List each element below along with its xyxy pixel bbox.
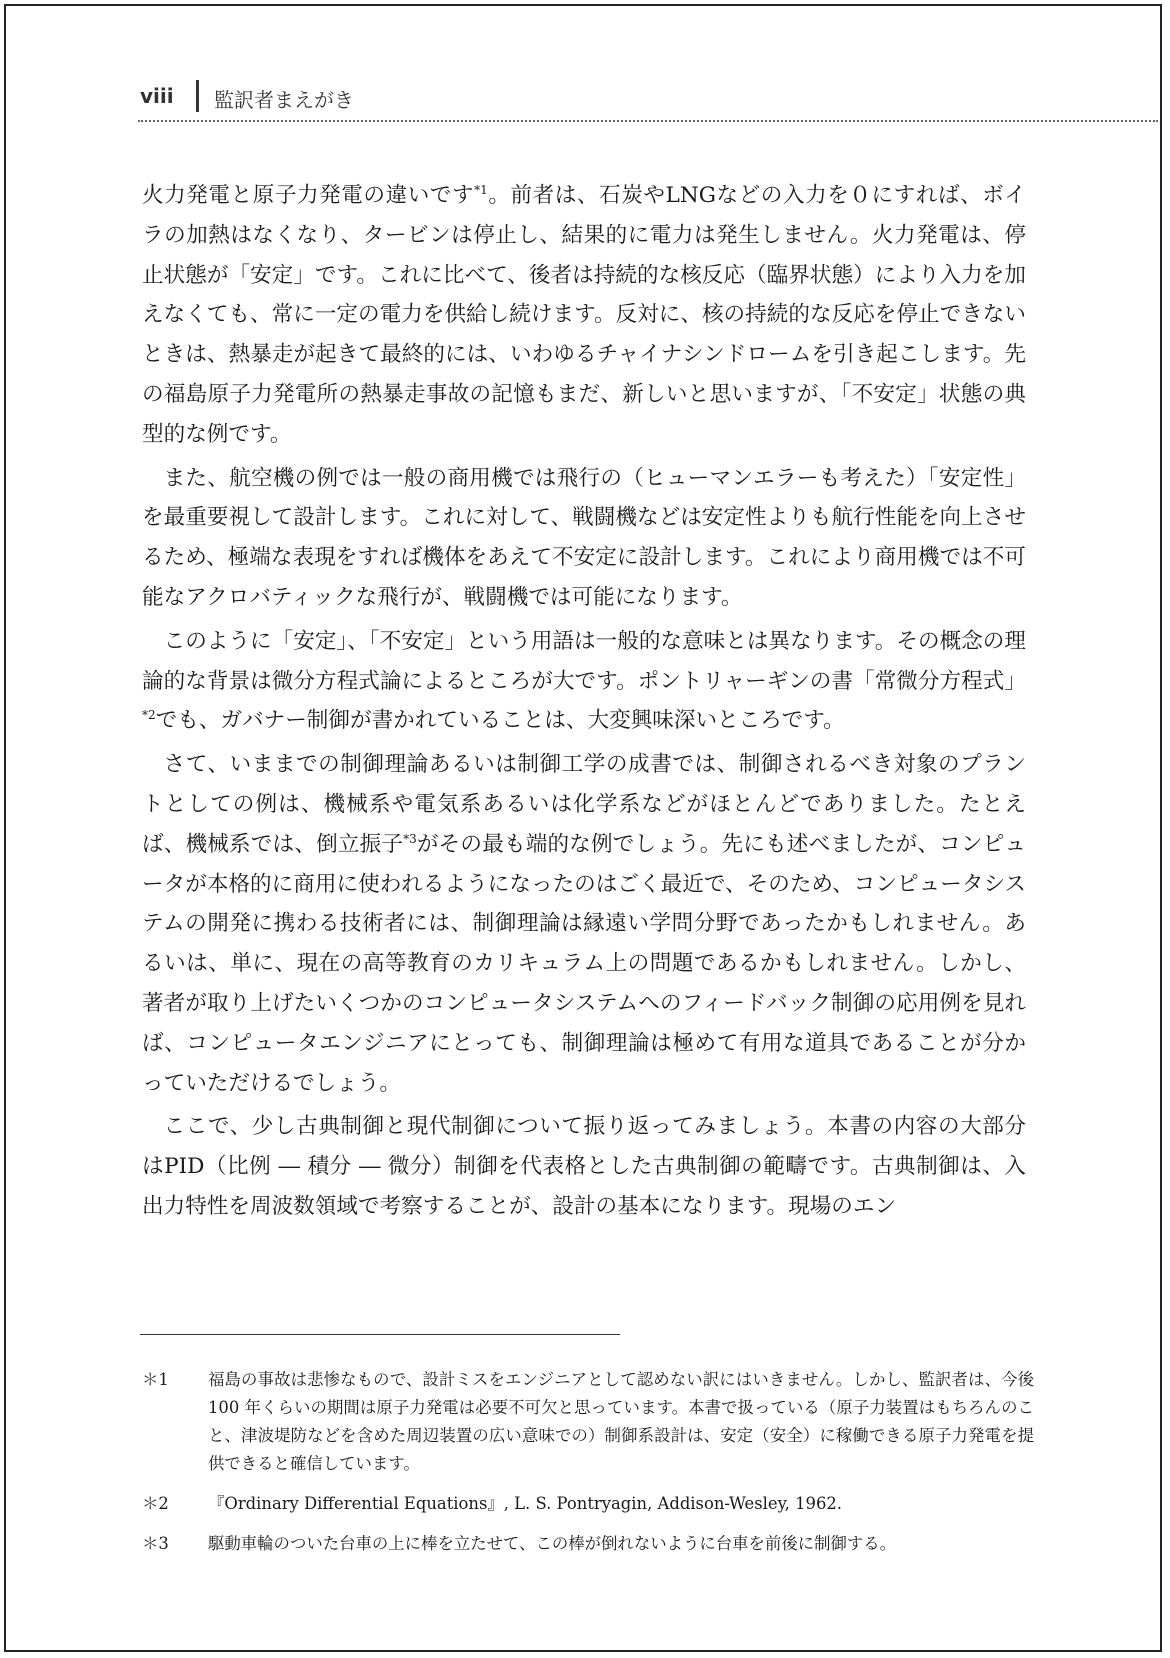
paragraph-4-text-a: さて、いままでの制御理論あるいは制御工学の成書では、制御されるべき対象のプラントとしての例は、機械系や電気系あるいは化学系などがほとんどでありました。たとえば、機械系では、倒立振子 bbox=[142, 752, 1026, 857]
paragraph-3-text-a: このように「安定」、「不安定」という用語は一般的な意味とは異なります。その概念の理論的な背景は微分方程式論によるところが大です。ポントリャーギンの書「常微分方程式」 bbox=[142, 628, 1026, 694]
footnote-ref-2: *2 bbox=[142, 708, 156, 723]
footnote-3 bbox=[142, 1530, 1034, 1558]
running-header bbox=[138, 78, 1158, 118]
paragraph-3-text-b: でも、ガバナー制御が書かれていることは、大変興味深いところです。 bbox=[155, 708, 845, 734]
footnote-text: 『Ordinary Differential Equations』, L. S. Pontryagin, Addison-Wesley, 1962. bbox=[208, 1494, 843, 1513]
paragraph-3 bbox=[142, 622, 1026, 741]
footnote-text: 福島の事故は悲惨なもので、設計ミスをエンジニアとして認めない訳にはいきません。しかし、監訳者は、今後 100 年くらいの期間は原子力発電は必要不可欠と思っています。本書で扱っている（原子力装置はもちろんのこと、津波堤防などを含めた周辺装置の広い意味での）制御系設計は、安定（安全）に稼働できる原子力発電を提供できると確信しています。 bbox=[208, 1370, 1034, 1473]
chapter-title: 監訳者まえがき bbox=[214, 88, 354, 112]
footnote-mark: ＊3 bbox=[142, 1534, 169, 1553]
header-rule bbox=[138, 120, 1158, 122]
footnote-2 bbox=[142, 1490, 1034, 1518]
page-number: viii bbox=[140, 84, 174, 108]
footnote-ref-3: *3 bbox=[403, 831, 417, 846]
paragraph-1 bbox=[142, 176, 1026, 455]
footnote-1 bbox=[142, 1366, 1034, 1478]
footnote-text: 駆動車輪のついた台車の上に棒を立たせて、この棒が倒れないように台車を前後に制御する。 bbox=[208, 1534, 897, 1553]
footnotes bbox=[142, 1366, 1034, 1570]
footnote-mark: ＊2 bbox=[142, 1494, 169, 1513]
footnote-ref-1: *1 bbox=[474, 182, 488, 197]
footnote-rule bbox=[140, 1334, 620, 1335]
body-text bbox=[142, 176, 1026, 1227]
paragraph-4-text-b: がその最も端的な例でしょう。先にも述べましたが、コンピュータが本格的に商用に使われるようになったのはごく最近で、そのため、コンピュータシステムの開発に携わる技術者には、制御理論は縁遠い学問分野であったかもしれません。あるいは、単に、現在の高等教育のカリキュラム上の問題であるかもしれません。しかし、著者が取り上げたいくつかのコンピュータシステムへのフィードバック制御の応用例を見れば、コンピュータエンジニアにとっても、制御理論は極めて有用な道具であることが分かっていただけるでしょう。 bbox=[142, 831, 1026, 1096]
paragraph-2: また、航空機の例では一般の商用機では飛行の（ヒューマンエラーも考えた）「安定性」を最重要視して設計します。これに対して、戦闘機などは安定性よりも航行性能を向上させるため、極端な表現をすれば機体をあえて不安定に設計します。これにより商用機では不可能なアクロバティックな飛行が、戦闘機では可能になります。 bbox=[142, 465, 1026, 610]
paragraph-4 bbox=[142, 745, 1026, 1103]
paragraph-5: ここで、少し古典制御と現代制御について振り返ってみましょう。本書の内容の大部分はPID（比例 ― 積分 ― 微分）制御を代表格とした古典制御の範疇です。古典制御は、入出力特性を周波数領域で考察することが、設計の基本になります。現場のエン bbox=[142, 1114, 1026, 1219]
footnote-mark: ＊1 bbox=[142, 1370, 169, 1389]
header-divider bbox=[196, 80, 199, 112]
paragraph-1-text-a: 火力発電と原子力発電の違いです bbox=[142, 183, 475, 208]
paragraph-1-text-b: 。前者は、石炭やLNGなどの入力を０にすれば、ボイラの加熱はなくなり、タービンは停止し、結果的に電力は発生しません。火力発電は、停止状態が「安定」です。これに比べて、後者は持続的な核反応（臨界状態）により入力を加えなくても、常に一定の電力を供給し続けます。反対に、核の持続的な反応を停止できないときは、熱暴走が起きて最終的には、いわゆるチャイナシンドロームを引き起こします。先の福島原子力発電所の熱暴走事故の記憶もまだ、新しいと思いますが、「不安定」状態の典型的な例です。 bbox=[142, 183, 1026, 447]
